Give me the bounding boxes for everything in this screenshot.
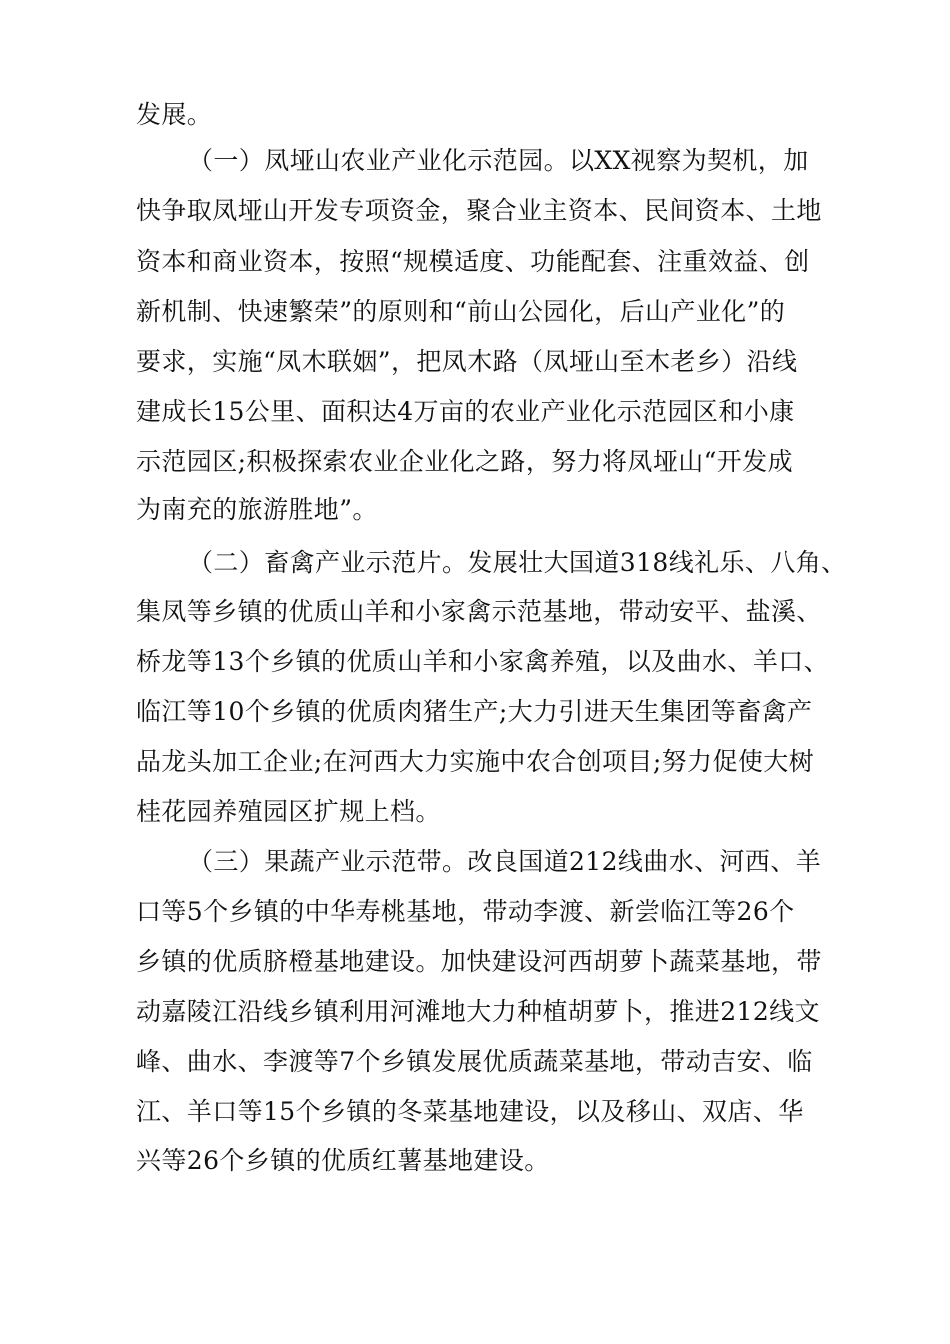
paragraph-1-line: 为南充的旅游胜地”。	[136, 495, 378, 524]
paragraph-3-line: 兴等26个乡镇的优质红薯基地建设。	[136, 1146, 550, 1175]
paragraph-2-line: 集凤等乡镇的优质山羊和小家禽示范基地，带动安平、盐溪、	[136, 597, 822, 626]
paragraph-3-line: 动嘉陵江沿线乡镇利用河滩地大力种植胡萝卜，推进212线文	[136, 997, 820, 1026]
text-line-continuation: 发展。	[136, 100, 213, 129]
paragraph-1-line: 快争取凤垭山开发专项资金，聚合业主资本、民间资本、土地	[136, 196, 822, 225]
paragraph-1-line: 新机制、快速繁荣”的原则和“前山公园化，后山产业化”的	[136, 297, 786, 326]
paragraph-1-line: 示范园区;积极探索农业企业化之路，努力将凤垭山“开发成	[136, 447, 794, 476]
paragraph-2-line: 品龙头加工企业;在河西大力实施中农合创项目;努力促使大树	[136, 747, 815, 776]
paragraph-3-line: 江、羊口等15个乡镇的冬菜基地建设，以及移山、双店、华	[136, 1097, 804, 1126]
paragraph-3-first-line: （三）果蔬产业示范带。改良国道212线曲水、河西、羊	[188, 847, 822, 876]
paragraph-1-line: 建成长15公里、面积达4万亩的农业产业化示范园区和小康	[136, 397, 795, 426]
paragraph-1-line: 资本和商业资本，按照“规模适度、功能配套、注重效益、创	[136, 247, 810, 276]
paragraph-1-line: 要求，实施“凤木联姻”，把凤木路（凤垭山至木老乡）沿线	[136, 347, 798, 376]
paragraph-1-first-line: （一）凤垭山农业产业化示范园。以XX视察为契机，加	[188, 146, 809, 175]
paragraph-3-line: 口等5个乡镇的中华寿桃基地，带动李渡、新尝临江等26个	[136, 897, 795, 926]
paragraph-3-line: 峰、曲水、李渡等7个乡镇发展优质蔬菜基地，带动吉安、临	[136, 1047, 813, 1076]
paragraph-2-line: 桥龙等13个乡镇的优质山羊和小家禽养殖，以及曲水、羊口、	[136, 647, 830, 676]
paragraph-2-line: 桂花园养殖园区扩规上档。	[136, 797, 441, 826]
paragraph-3-line: 乡镇的优质脐橙基地建设。加快建设河西胡萝卜蔬菜基地，带	[136, 947, 822, 976]
paragraph-2-line: 临江等10个乡镇的优质肉猪生产;大力引进天生集团等畜禽产	[136, 697, 813, 726]
paragraph-2-first-line: （二）畜禽产业示范片。发展壮大国道318线礼乐、八角、	[188, 548, 847, 577]
